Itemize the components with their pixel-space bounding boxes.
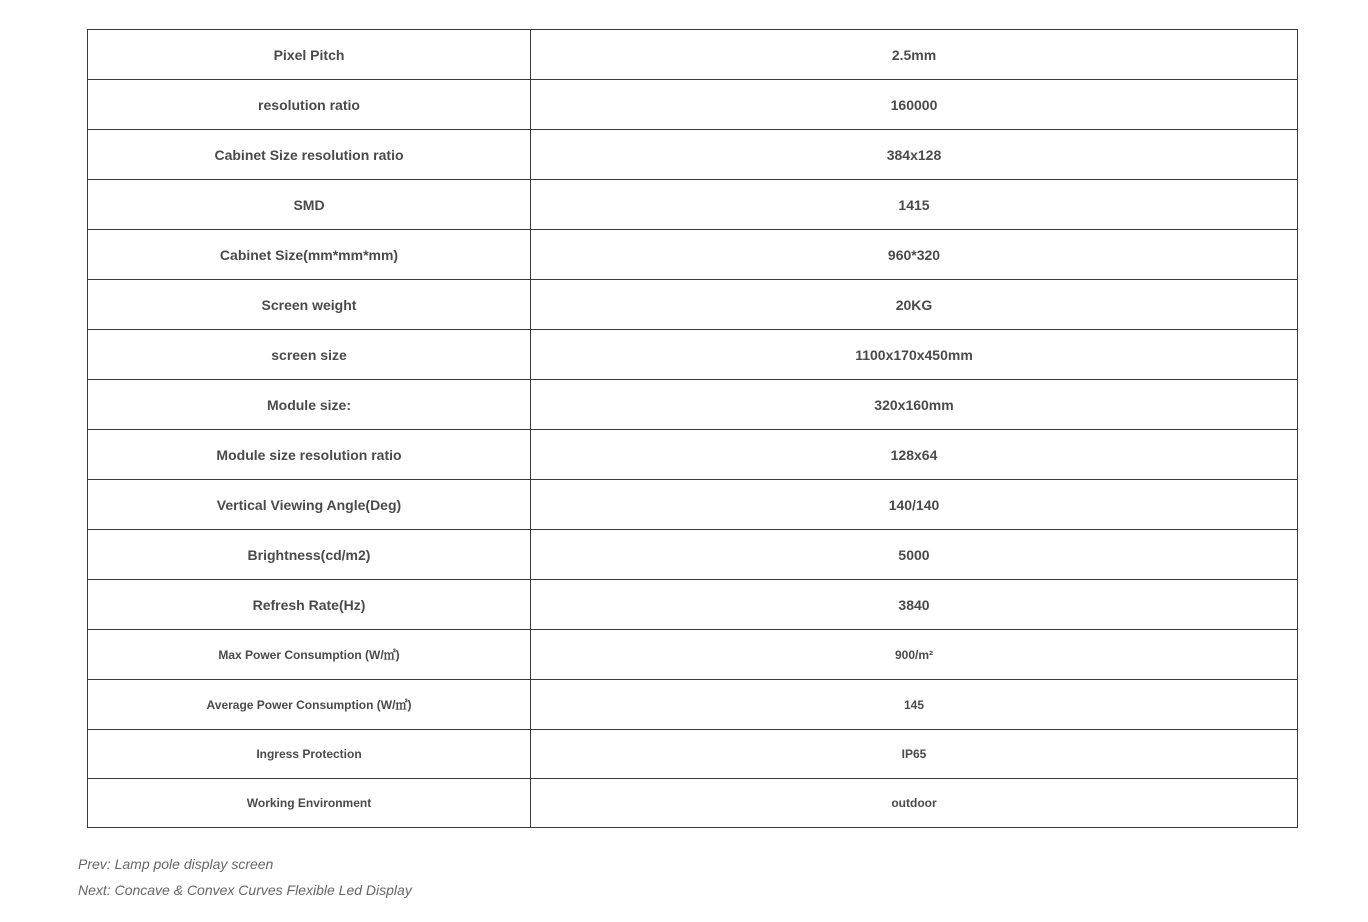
spec-value-cell: 160000 <box>531 80 1298 130</box>
spec-value-cell: 140/140 <box>531 480 1298 530</box>
spec-label-cell: Ingress Protection <box>88 730 531 779</box>
prev-navigation <box>78 856 273 872</box>
specification-table-body <box>88 30 1298 828</box>
table-row <box>88 30 1298 80</box>
table-row <box>88 680 1298 730</box>
specification-table <box>87 29 1298 828</box>
next-link[interactable]: Concave & Convex Curves Flexible Led Display <box>114 882 412 898</box>
spec-label-cell: Module size: <box>88 380 531 430</box>
spec-label-cell: Module size resolution ratio <box>88 430 531 480</box>
spec-label-cell: SMD <box>88 180 531 230</box>
spec-label-cell: Cabinet Size resolution ratio <box>88 130 531 180</box>
spec-value-cell: 900/m² <box>531 630 1298 680</box>
spec-value-cell: 320x160mm <box>531 380 1298 430</box>
prev-link[interactable]: Lamp pole display screen <box>114 856 274 872</box>
spec-label-cell: Max Power Consumption (W/㎡) <box>88 630 531 680</box>
spec-value-cell: 20KG <box>531 280 1298 330</box>
spec-label-cell: Refresh Rate(Hz) <box>88 580 531 630</box>
spec-label-cell: Screen weight <box>88 280 531 330</box>
table-row <box>88 730 1298 779</box>
table-row <box>88 480 1298 530</box>
spec-label-cell: Vertical Viewing Angle(Deg) <box>88 480 531 530</box>
table-row <box>88 380 1298 430</box>
spec-value-cell: 2.5mm <box>531 30 1298 80</box>
spec-label-cell: resolution ratio <box>88 80 531 130</box>
table-row <box>88 430 1298 480</box>
table-row <box>88 330 1298 380</box>
table-row <box>88 80 1298 130</box>
spec-label-cell: Working Environment <box>88 779 531 828</box>
spec-value-cell: 1415 <box>531 180 1298 230</box>
spec-label-cell: Average Power Consumption (W/㎡) <box>88 680 531 730</box>
spec-label-cell: Pixel Pitch <box>88 30 531 80</box>
spec-label-cell: Brightness(cd/m2) <box>88 530 531 580</box>
table-row <box>88 230 1298 280</box>
spec-label-cell: screen size <box>88 330 531 380</box>
spec-value-cell: 145 <box>531 680 1298 730</box>
next-label: Next: <box>78 882 115 898</box>
table-row <box>88 630 1298 680</box>
spec-value-cell: 3840 <box>531 580 1298 630</box>
table-row <box>88 130 1298 180</box>
table-row <box>88 530 1298 580</box>
table-row <box>88 580 1298 630</box>
spec-value-cell: 5000 <box>531 530 1298 580</box>
spec-value-cell: outdoor <box>531 779 1298 828</box>
spec-value-cell: IP65 <box>531 730 1298 779</box>
next-navigation <box>78 882 412 898</box>
spec-value-cell: 1100x170x450mm <box>531 330 1298 380</box>
table-row <box>88 779 1298 828</box>
table-row <box>88 180 1298 230</box>
spec-value-cell: 128x64 <box>531 430 1298 480</box>
prev-label: Prev: <box>78 856 115 872</box>
spec-label-cell: Cabinet Size(mm*mm*mm) <box>88 230 531 280</box>
spec-value-cell: 384x128 <box>531 130 1298 180</box>
table-row <box>88 280 1298 330</box>
spec-value-cell: 960*320 <box>531 230 1298 280</box>
